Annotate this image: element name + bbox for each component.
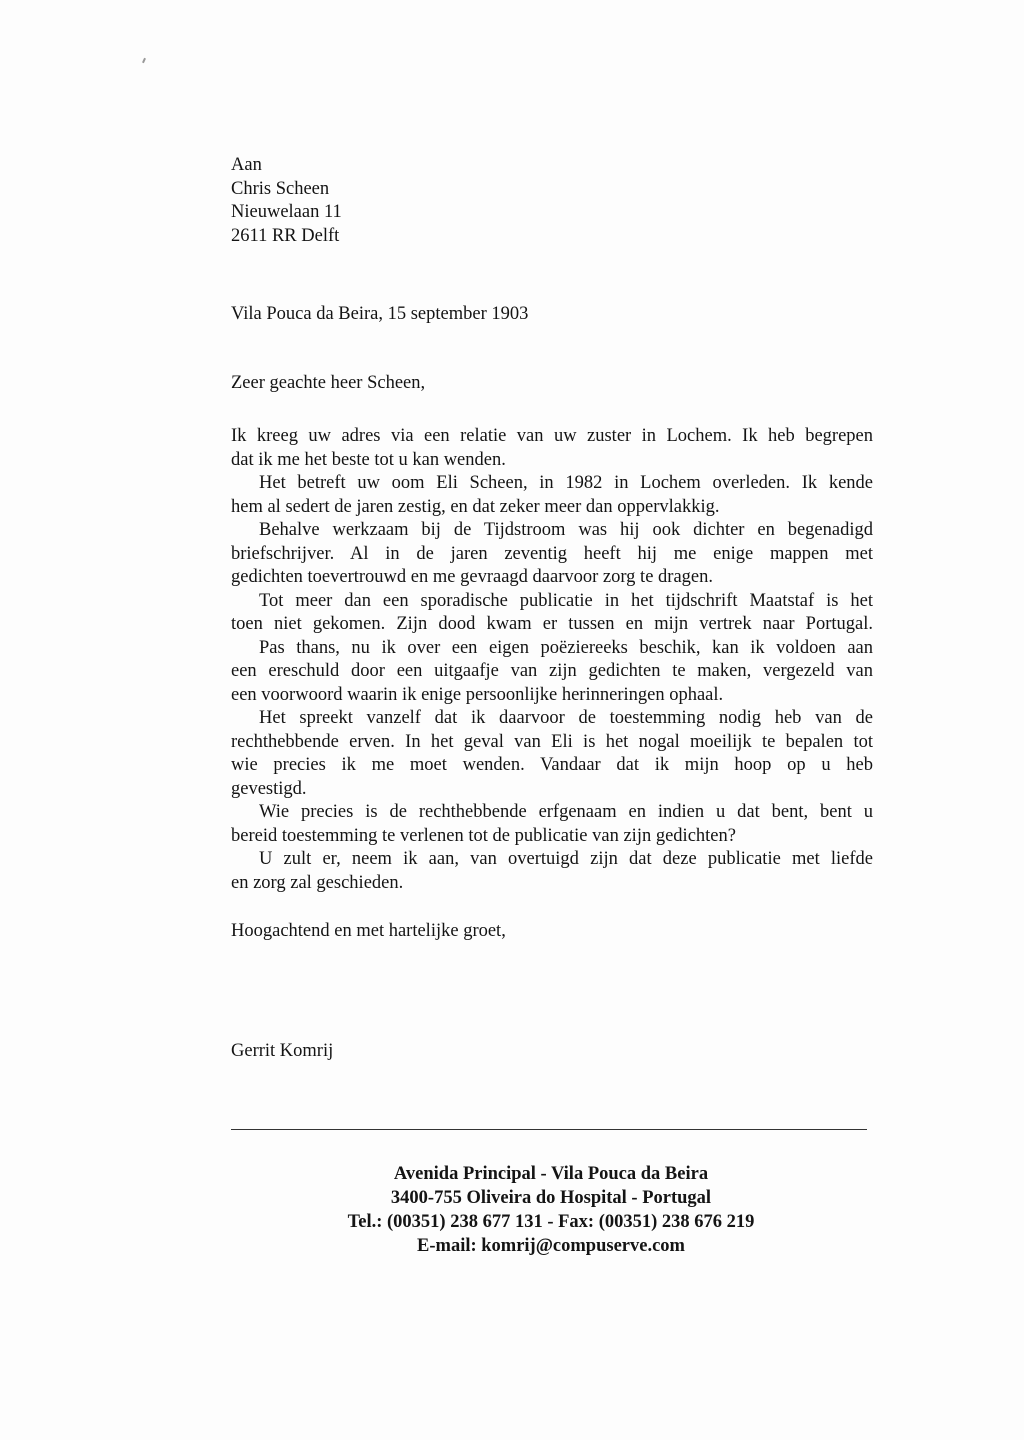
- address-line: Aan: [231, 155, 262, 175]
- body-line: een ereschuld door een uitgaafje van zijn gedichten te maken, vergezeld van: [231, 661, 873, 681]
- body-line: gevestigd.: [231, 778, 307, 799]
- body-line: bereid toestemming te verlenen tot de publicatie van zijn gedichten?: [231, 825, 736, 846]
- signature: Gerrit Komrij: [231, 1041, 334, 1061]
- footer-divider: [231, 1129, 867, 1130]
- body-line: toen niet gekomen. Zijn dood kwam er tussen en mijn vertrek naar Portugal.: [231, 614, 873, 634]
- footer-city-line: 3400-755 Oliveira do Hospital - Portugal: [390, 1188, 712, 1208]
- body-line: hem al sedert de jaren zestig, en dat zeker meer dan oppervlakkig.: [231, 496, 720, 517]
- body-line: dat ik me het beste tot u kan wenden.: [231, 449, 506, 470]
- address-line: Nieuwelaan 11: [231, 202, 342, 222]
- recipient-address: [231, 154, 342, 248]
- closing: Hoogachtend en met hartelijke groet,: [231, 921, 506, 941]
- body-line: Behalve werkzaam bij de Tijdstroom was hij ook dichter en begenadigd: [259, 520, 873, 540]
- letter-body: [231, 425, 873, 895]
- body-line: een voorwoord waarin ik enige persoonlijke herinneringen ophaal.: [231, 684, 724, 705]
- body-line: Pas thans, nu ik over een eigen poëziereeks beschik, kan ik voldoen aan: [259, 637, 873, 658]
- stray-mark: [142, 58, 146, 63]
- letterhead-footer: [231, 1162, 871, 1258]
- body-line: en zorg zal geschieden.: [231, 872, 404, 893]
- body-line: Wie precies is de rechthebbende erfgenaam en indien u dat bent, bent u: [259, 802, 873, 822]
- body-line: Tot meer dan een sporadische publicatie in het tijdschrift Maatstaf is het: [259, 590, 873, 611]
- salutation: Zeer geachte heer Scheen,: [231, 373, 426, 393]
- address-line: Chris Scheen: [231, 178, 330, 199]
- body-line: wie precies ik me moet wenden. Vandaar dat ik mijn hoop op u heb: [231, 755, 873, 775]
- footer-phone-fax-line: Tel.: (00351) 238 677 131 - Fax: (00351) 238 676 219: [347, 1212, 755, 1232]
- body-line: rechthebbende erven. In het geval van Eli is het nogal moeilijk te bepalen tot: [231, 731, 873, 752]
- body-line: gedichten toevertrouwd en me gevraagd daarvoor zorg te dragen.: [231, 567, 713, 587]
- body-line: Het betreft uw oom Eli Scheen, in 1982 in Lochem overleden. Ik kende: [259, 473, 873, 493]
- footer-email-line: E-mail: komrij@compuserve.com: [417, 1236, 685, 1256]
- body-line: briefschrijver. Al in de jaren zeventig heeft hij me enige mappen met: [231, 543, 873, 564]
- body-line: Het spreekt vanzelf dat ik daarvoor de toestemming nodig heb van de: [259, 708, 873, 728]
- footer-address-line: Avenida Principal - Vila Pouca da Beira: [393, 1164, 709, 1184]
- address-line: 2611 RR Delft: [231, 225, 340, 246]
- place-date-line: Vila Pouca da Beira, 15 september 1903: [231, 304, 529, 324]
- body-line: Ik kreeg uw adres via een relatie van uw zuster in Lochem. Ik heb begrepen: [231, 426, 873, 446]
- body-line: U zult er, neem ik aan, van overtuigd zijn dat deze publicatie met liefde: [259, 849, 873, 869]
